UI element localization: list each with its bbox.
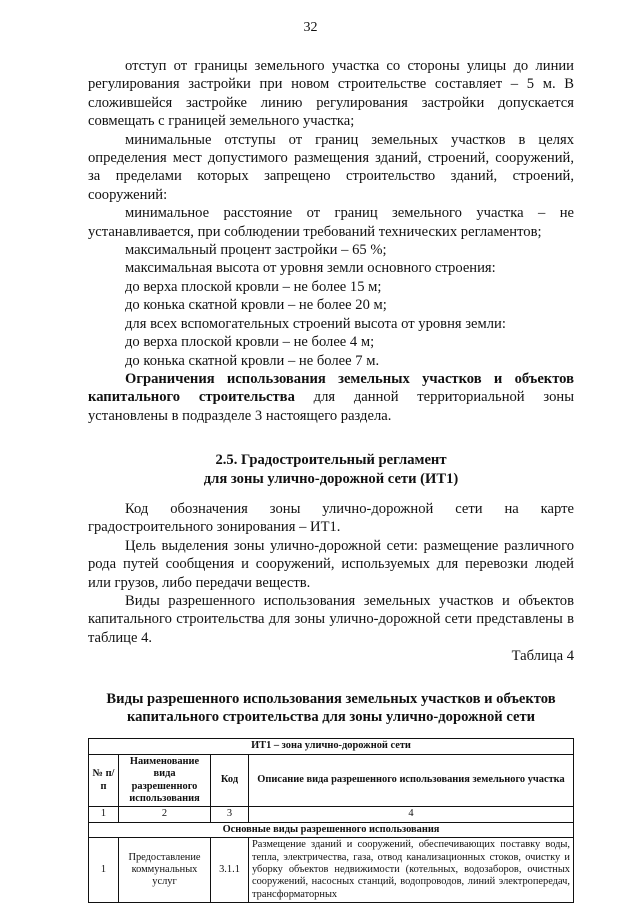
paragraph-zone-code: Код обозначения зоны улично-дорожной сети на карте градостроительного зонирования – ИТ1. [88, 500, 574, 536]
table-column-numbers-row [89, 807, 574, 822]
table-group-header-row [89, 822, 574, 837]
section-heading-line1: 2.5. Градостроительный регламент [215, 452, 447, 469]
table-label: Таблица 4 [511, 648, 574, 665]
paragraph-auxiliary-height: для всех вспомогательных строений высота от уровня земли: [125, 315, 506, 332]
paragraph-zone-purpose: Цель выделения зоны улично-дорожной сети: размещение различного рода путей сообщения и сооружений, используемых для перевозки людей или грузов, либо передачи веществ. [88, 537, 574, 591]
paragraph-max-coverage: максимальный процент застройки – 65 %; [125, 242, 387, 259]
paragraph-table-reference: Виды разрешенного использования земельных участков и объектов капитального строительства для зоны улично-дорожной сети представлены в таблице 4. [88, 592, 574, 646]
paragraph-max-height: максимальная высота от уровня земли основного строения: [125, 260, 496, 277]
table-zone-header: ИТ1 – зона улично-дорожной сети [89, 739, 574, 754]
row-use-code: 3.1.1 [211, 838, 249, 903]
paragraph-pitched-roof-main: до конька скатной кровли – не более 20 м; [125, 297, 387, 314]
table-row [89, 838, 574, 903]
row-use-name: Предоставление коммунальных услуг [119, 838, 211, 903]
document-body [88, 57, 574, 903]
permitted-use-table [88, 738, 574, 903]
paragraph-flat-roof-aux: до верха плоской кровли – не более 4 м; [125, 334, 375, 351]
col-number-2: 2 [119, 807, 211, 822]
col-header-number: № п/п [89, 754, 119, 807]
page-number: 32 [303, 20, 318, 35]
paragraph-min-setbacks: минимальные отступы от границ земельных участков в целях определения мест допустимого размещения зданий, строений, сооружений, за пределами которых запрещено строительство зданий, строений, сооружений: [88, 131, 574, 203]
col-number-1: 1 [89, 807, 119, 822]
table-header-row [89, 754, 574, 807]
col-header-name: Наименование вида разрешенного использования [119, 754, 211, 807]
paragraph-setback-street: отступ от границы земельного участка со стороны улицы до линии регулирования застройки при новом строительстве составляет – 5 м. В сложившейся застройке линию регулирования застройки допускается совмещать с границей земельного участка; [88, 58, 574, 130]
table-title-line1: Виды разрешенного использования земельных участков и объектов [106, 690, 556, 707]
col-number-4: 4 [249, 807, 574, 822]
row-use-description: Размещение зданий и сооружений, обеспечивающих поставку воды, тепла, электричества, газа, отвод канализационных стоков, очистку и уборку объектов недвижимости (котельных, водозаборов, очистных сооружений, насосных станций, водопроводов, линий электропередач, трансформаторных [249, 838, 574, 903]
paragraph-restrictions [88, 370, 574, 425]
restrictions-bold: Ограничения использования земельных участков и объектов капитального строительства [88, 370, 574, 406]
table-zone-header-row [89, 739, 574, 754]
col-header-code: Код [211, 754, 249, 807]
section-heading [88, 451, 574, 488]
restrictions-rest: для данной территориальной зоны установлены в подразделе 3 настоящего раздела. [88, 389, 574, 424]
paragraph-pitched-roof-aux: до конька скатной кровли – не более 7 м. [125, 352, 380, 369]
table-group-header: Основные виды разрешенного использования [89, 822, 574, 837]
col-header-description: Описание вида разрешенного использования земельного участка [249, 754, 574, 807]
table-title [88, 690, 574, 727]
row-number: 1 [89, 838, 119, 903]
paragraph-flat-roof-main: до верха плоской кровли – не более 15 м; [125, 278, 382, 295]
table-title-line2: капитального строительства для зоны улично-дорожной сети [126, 709, 536, 725]
paragraph-min-distance: минимальное расстояние от границ земельного участка – не устанавливается, при соблюдении требований технических регламентов; [88, 205, 574, 240]
section-heading-line2: для зоны улично-дорожной сети (ИТ1) [203, 470, 459, 487]
col-number-3: 3 [211, 807, 249, 822]
